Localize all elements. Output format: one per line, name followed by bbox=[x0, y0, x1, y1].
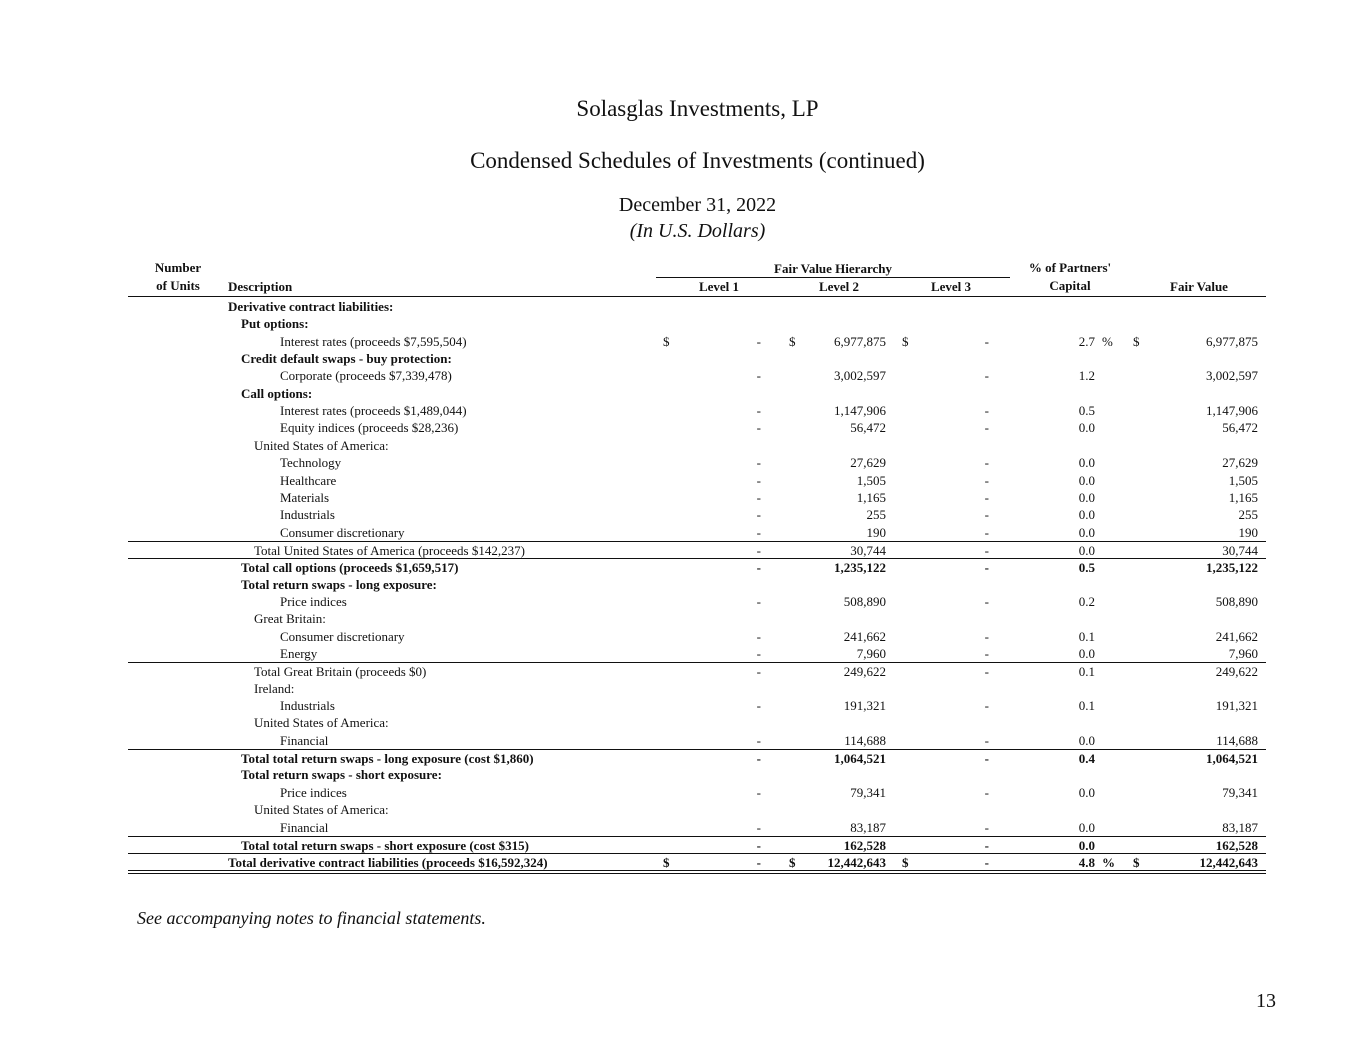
row-description: Materials bbox=[280, 489, 330, 505]
cell-pct: % bbox=[1102, 855, 1115, 871]
cell-l2: 3,002,597 bbox=[834, 368, 886, 384]
row-description: Credit default swaps - buy protection: bbox=[241, 351, 452, 367]
cell-fv: 191,321 bbox=[1215, 698, 1258, 714]
cell-l1: - bbox=[756, 855, 761, 871]
cell-l3: - bbox=[984, 333, 989, 349]
cell-pc: 0.0 bbox=[1078, 819, 1095, 835]
row-description: Industrials bbox=[280, 698, 335, 714]
cell-l3: - bbox=[984, 560, 989, 576]
row-description: Total derivative contract liabilities (proceeds $16,592,324) bbox=[228, 855, 548, 871]
cell-l2: 56,472 bbox=[850, 420, 886, 436]
row-description: Total return swaps - long exposure: bbox=[241, 576, 437, 592]
cell-pc: 0.0 bbox=[1078, 837, 1095, 853]
cell-l2: 241,662 bbox=[843, 628, 886, 644]
table-row bbox=[0, 593, 1365, 610]
header-capital: Capital bbox=[1049, 278, 1091, 293]
cell-l1: - bbox=[756, 403, 761, 419]
cell-l3: - bbox=[984, 628, 989, 644]
cell-l3: - bbox=[984, 646, 989, 661]
cell-pc: 0.0 bbox=[1078, 507, 1095, 523]
table-row bbox=[0, 732, 1365, 749]
cell-l3: - bbox=[984, 524, 989, 540]
cell-pc: 0.0 bbox=[1078, 489, 1095, 505]
cell-pc: 1.2 bbox=[1078, 368, 1095, 384]
cell-l2: 30,744 bbox=[850, 542, 886, 558]
table-row bbox=[128, 836, 1266, 854]
table-row bbox=[128, 853, 1266, 871]
cell-fv: 30,744 bbox=[1222, 542, 1258, 558]
header-level1: Level 1 bbox=[698, 279, 740, 294]
row-description: Put options: bbox=[241, 316, 309, 332]
row-description: Total total return swaps - long exposure (cost $1,860) bbox=[241, 751, 534, 767]
header-description: Description bbox=[228, 279, 293, 294]
cell-fv: 79,341 bbox=[1222, 784, 1258, 800]
page-number: 13 bbox=[1256, 990, 1276, 1012]
cell-l1: - bbox=[756, 524, 761, 540]
row-description: Interest rates (proceeds $1,489,044) bbox=[280, 403, 467, 419]
row-description: Total United States of America (proceeds $142,237) bbox=[254, 542, 525, 558]
table-row bbox=[0, 333, 1365, 350]
company-name: Solasglas Investments, LP bbox=[576, 96, 819, 121]
table-row bbox=[0, 489, 1365, 506]
table-row bbox=[0, 298, 1365, 315]
cell-fv: 1,064,521 bbox=[1206, 751, 1258, 767]
cell-pc: 0.0 bbox=[1078, 732, 1095, 748]
table-row bbox=[0, 437, 1365, 454]
header-level2: Level 2 bbox=[818, 279, 860, 294]
table-row bbox=[0, 367, 1365, 384]
table-row bbox=[0, 801, 1365, 818]
cell-l3: - bbox=[984, 784, 989, 800]
row-description: Price indices bbox=[280, 784, 347, 800]
statement-date: December 31, 2022 bbox=[618, 194, 777, 216]
cell-pc: 0.0 bbox=[1078, 542, 1095, 558]
row-description: Derivative contract liabilities: bbox=[228, 299, 394, 314]
row-description: Total call options (proceeds $1,659,517) bbox=[241, 560, 459, 576]
cell-l2: 1,235,122 bbox=[834, 560, 886, 576]
cell-l1: - bbox=[756, 646, 761, 661]
row-description: Call options: bbox=[241, 385, 313, 401]
header-rule bbox=[128, 296, 1266, 297]
cell-l3: - bbox=[984, 455, 989, 471]
cell-pc: 0.4 bbox=[1078, 751, 1095, 767]
cell-l2: 1,505 bbox=[856, 472, 886, 488]
row-description: Healthcare bbox=[280, 472, 337, 488]
cell-l1: - bbox=[756, 489, 761, 505]
cell-l3: - bbox=[984, 819, 989, 835]
cell-l1: - bbox=[756, 819, 761, 835]
cell-pc: 0.5 bbox=[1078, 403, 1095, 419]
table-row bbox=[0, 506, 1365, 523]
table-row bbox=[0, 628, 1365, 645]
header-pct-partners: % of Partners' bbox=[1028, 260, 1112, 275]
cell-l3: - bbox=[984, 837, 989, 853]
cell-l2: 7,960 bbox=[856, 646, 886, 661]
cell-fv: 190 bbox=[1238, 524, 1258, 540]
row-description: Financial bbox=[280, 732, 329, 748]
table-row bbox=[0, 819, 1365, 836]
header-level3: Level 3 bbox=[930, 279, 972, 294]
cell-d4: $ bbox=[1133, 855, 1140, 871]
cell-l2: 162,528 bbox=[843, 837, 886, 853]
cell-d1: $ bbox=[663, 855, 670, 871]
cell-l3: - bbox=[984, 472, 989, 488]
cell-l3: - bbox=[984, 855, 989, 871]
table-row bbox=[0, 524, 1365, 541]
row-description: Price indices bbox=[280, 593, 347, 609]
table-row bbox=[0, 350, 1365, 367]
cell-fv: 508,890 bbox=[1215, 593, 1258, 609]
currency-note: (In U.S. Dollars) bbox=[629, 220, 766, 242]
cell-pc: 0.0 bbox=[1078, 455, 1095, 471]
cell-l2: 190 bbox=[866, 524, 886, 540]
row-description: Total total return swaps - short exposure (cost $315) bbox=[241, 837, 529, 853]
cell-d1: $ bbox=[663, 333, 670, 349]
cell-fv: 27,629 bbox=[1222, 455, 1258, 471]
cell-pc: 0.0 bbox=[1078, 784, 1095, 800]
cell-pc: 0.0 bbox=[1078, 472, 1095, 488]
cell-pc: 0.2 bbox=[1078, 593, 1095, 609]
cell-l3: - bbox=[984, 507, 989, 523]
cell-pc: 0.1 bbox=[1078, 698, 1095, 714]
cell-l1: - bbox=[756, 542, 761, 558]
cell-l1: - bbox=[756, 664, 761, 680]
cell-l2: 114,688 bbox=[844, 732, 886, 748]
header-fair-value-hierarchy: Fair Value Hierarchy bbox=[774, 261, 892, 276]
row-description: Consumer discretionary bbox=[280, 628, 405, 644]
cell-l1: - bbox=[756, 751, 761, 767]
cell-l1: - bbox=[756, 784, 761, 800]
table-row bbox=[0, 419, 1365, 436]
table-row bbox=[0, 315, 1365, 332]
cell-l3: - bbox=[984, 698, 989, 714]
cell-d3: $ bbox=[902, 333, 909, 349]
cell-pc: 0.0 bbox=[1078, 524, 1095, 540]
row-description: Corporate (proceeds $7,339,478) bbox=[280, 368, 452, 384]
cell-fv: 1,147,906 bbox=[1206, 403, 1258, 419]
cell-fv: 1,165 bbox=[1228, 489, 1258, 505]
cell-l2: 27,629 bbox=[850, 455, 886, 471]
table-row bbox=[0, 454, 1365, 471]
cell-pc: 0.5 bbox=[1078, 560, 1095, 576]
row-description: Total return swaps - short exposure: bbox=[241, 767, 442, 783]
cell-l2: 79,341 bbox=[850, 784, 886, 800]
header-fair-value: Fair Value bbox=[1170, 279, 1228, 294]
cell-d2: $ bbox=[789, 855, 796, 871]
table-row bbox=[0, 766, 1365, 783]
cell-l1: - bbox=[756, 507, 761, 523]
row-description: Technology bbox=[280, 455, 342, 471]
header-number-units: Number bbox=[154, 260, 202, 275]
cell-pct: % bbox=[1102, 333, 1113, 349]
cell-l1: - bbox=[756, 455, 761, 471]
row-description: Financial bbox=[280, 819, 329, 835]
cell-fv: 56,472 bbox=[1222, 420, 1258, 436]
cell-fv: 83,187 bbox=[1222, 819, 1258, 835]
table-row bbox=[0, 714, 1365, 731]
table-row bbox=[0, 610, 1365, 627]
cell-l3: - bbox=[984, 732, 989, 748]
cell-l1: - bbox=[756, 368, 761, 384]
cell-pc: 2.7 bbox=[1078, 333, 1095, 349]
cell-l2: 191,321 bbox=[843, 698, 886, 714]
cell-l1: - bbox=[756, 593, 761, 609]
table-row bbox=[0, 697, 1365, 714]
header-hierarchy-underline bbox=[656, 277, 1010, 278]
cell-l2: 12,442,643 bbox=[827, 855, 886, 871]
footnote: See accompanying notes to financial statements. bbox=[137, 908, 486, 928]
cell-l1: - bbox=[756, 560, 761, 576]
cell-pc: 0.1 bbox=[1078, 628, 1095, 644]
total-double-underline bbox=[128, 870, 1266, 874]
cell-l3: - bbox=[984, 664, 989, 680]
table-row bbox=[128, 558, 1266, 576]
row-description: United States of America: bbox=[254, 715, 389, 731]
cell-l2: 508,890 bbox=[843, 593, 886, 609]
cell-pc: 0.0 bbox=[1078, 646, 1095, 661]
table-row bbox=[128, 541, 1266, 559]
cell-fv: 7,960 bbox=[1228, 646, 1258, 661]
cell-l2: 83,187 bbox=[850, 819, 886, 835]
cell-fv: 255 bbox=[1238, 507, 1258, 523]
table-row bbox=[128, 662, 1266, 680]
cell-pc: 0.0 bbox=[1078, 420, 1095, 436]
cell-pc: 4.8 bbox=[1078, 855, 1095, 871]
cell-l1: - bbox=[756, 628, 761, 644]
cell-l2: 6,977,875 bbox=[834, 333, 886, 349]
cell-l1: - bbox=[756, 472, 761, 488]
table-row bbox=[0, 680, 1365, 697]
row-description: Equity indices (proceeds $28,236) bbox=[280, 420, 459, 436]
cell-pc: 0.1 bbox=[1078, 664, 1095, 680]
cell-fv: 249,622 bbox=[1215, 664, 1258, 680]
cell-fv: 12,442,643 bbox=[1199, 855, 1258, 871]
cell-fv: 162,528 bbox=[1215, 837, 1258, 853]
cell-l3: - bbox=[984, 420, 989, 436]
row-description: United States of America: bbox=[254, 437, 389, 453]
table-row bbox=[0, 784, 1365, 801]
cell-d2: $ bbox=[789, 333, 796, 349]
cell-l3: - bbox=[984, 489, 989, 505]
cell-fv: 114,688 bbox=[1216, 732, 1258, 748]
header-of-units: of Units bbox=[156, 278, 200, 293]
table-row bbox=[0, 402, 1365, 419]
row-description: Energy bbox=[280, 646, 318, 661]
cell-fv: 1,235,122 bbox=[1206, 560, 1258, 576]
cell-fv: 3,002,597 bbox=[1206, 368, 1258, 384]
cell-fv: 6,977,875 bbox=[1206, 333, 1258, 349]
cell-fv: 1,505 bbox=[1228, 472, 1258, 488]
row-description: Total Great Britain (proceeds $0) bbox=[254, 664, 427, 680]
table-row bbox=[0, 385, 1365, 402]
cell-l2: 255 bbox=[866, 507, 886, 523]
table-row bbox=[0, 576, 1365, 593]
cell-d3: $ bbox=[902, 855, 909, 871]
cell-l3: - bbox=[984, 593, 989, 609]
cell-l2: 1,165 bbox=[856, 489, 886, 505]
statement-title: Condensed Schedules of Investments (continued) bbox=[470, 148, 925, 173]
row-description: Consumer discretionary bbox=[280, 524, 405, 540]
cell-fv: 241,662 bbox=[1215, 628, 1258, 644]
cell-l1: - bbox=[756, 698, 761, 714]
cell-l2: 1,064,521 bbox=[834, 751, 886, 767]
row-description: United States of America: bbox=[254, 802, 389, 818]
row-description: Interest rates (proceeds $7,595,504) bbox=[280, 333, 467, 349]
cell-l2: 1,147,906 bbox=[834, 403, 886, 419]
row-description: Great Britain: bbox=[254, 611, 326, 627]
cell-l1: - bbox=[756, 732, 761, 748]
cell-l1: - bbox=[756, 420, 761, 436]
cell-l2: 249,622 bbox=[843, 664, 886, 680]
row-description: Ireland: bbox=[254, 680, 295, 696]
table-row bbox=[128, 749, 1266, 767]
row-description: Industrials bbox=[280, 507, 335, 523]
cell-l3: - bbox=[984, 542, 989, 558]
cell-l1: - bbox=[756, 837, 761, 853]
cell-d4: $ bbox=[1133, 333, 1140, 349]
cell-l1: - bbox=[756, 333, 761, 349]
table-row bbox=[0, 645, 1365, 662]
table-row bbox=[0, 472, 1365, 489]
cell-l3: - bbox=[984, 751, 989, 767]
cell-l3: - bbox=[984, 403, 989, 419]
cell-l3: - bbox=[984, 368, 989, 384]
